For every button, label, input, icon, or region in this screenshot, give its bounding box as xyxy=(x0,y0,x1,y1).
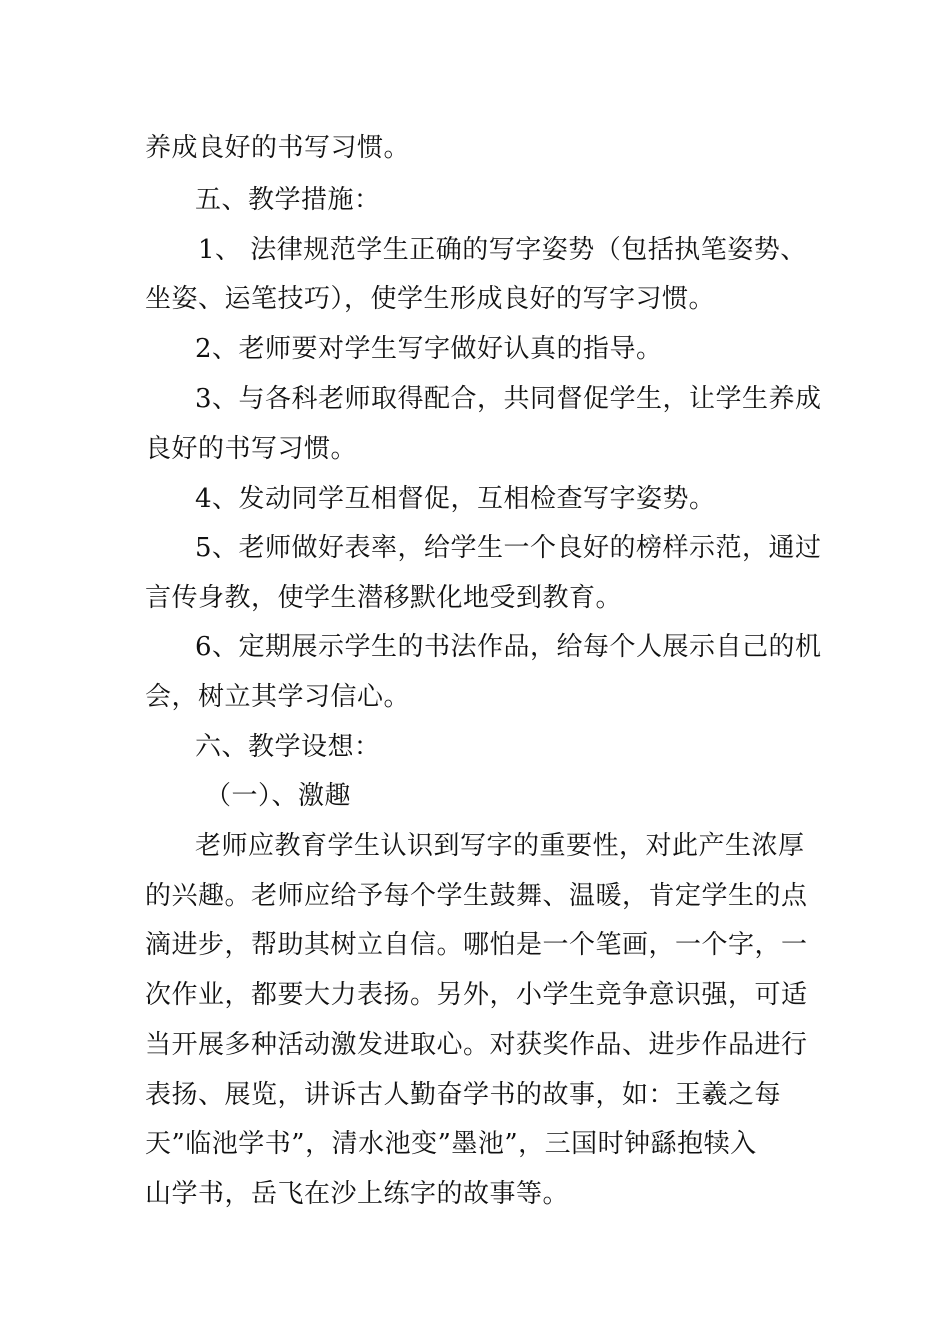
paragraph-line: 坐姿、运笔技巧），使学生形成良好的写字习惯。 xyxy=(145,284,716,314)
paragraph-line: 老师应教育学生认识到写字的重要性，对此产生浓厚 xyxy=(195,831,805,861)
paragraph-line: 天”临池学书”，清水池变”墨池”，三国时钟繇抱犊入 xyxy=(145,1129,757,1159)
paragraph-line: 次作业，都要大力表扬。另外，小学生竞争意识强，可适 xyxy=(145,980,808,1010)
paragraph-line: 滴进步，帮助其树立自信。哪怕是一个笔画，一个字，一 xyxy=(145,930,808,960)
paragraph-line: 良好的书写习惯。 xyxy=(145,434,358,464)
paragraph-line: 养成良好的书写习惯。 xyxy=(145,133,411,163)
subsection-heading: （一）、激趣 xyxy=(205,781,352,811)
paragraph-line: 会，树立其学习信心。 xyxy=(145,682,411,712)
paragraph-line: 山学书，岳飞在沙上练字的故事等。 xyxy=(145,1179,570,1209)
paragraph-line: 表扬、展览，讲诉古人勤奋学书的故事，如：王羲之每 xyxy=(145,1080,782,1110)
list-item-5: 5、老师做好表率，给学生一个良好的榜样示范，通过 xyxy=(195,533,822,563)
section-heading-measures: 五、教学措施： xyxy=(195,185,381,215)
list-item-1: 1、 法律规范学生正确的写字姿势（包括执笔姿势、 xyxy=(198,235,807,265)
paragraph-line: 言传身教，使学生潜移默化地受到教育。 xyxy=(145,583,623,613)
list-item-2: 2、老师要对学生写字做好认真的指导。 xyxy=(195,334,663,364)
section-heading-ideas: 六、教学设想： xyxy=(195,732,381,762)
paragraph-line: 当开展多种活动激发进取心。对获奖作品、进步作品进行 xyxy=(145,1030,808,1060)
paragraph-line: 的兴趣。老师应给予每个学生鼓舞、温暖，肯定学生的点 xyxy=(145,881,808,911)
list-item-3: 3、与各科老师取得配合，共同督促学生，让学生养成 xyxy=(195,384,822,414)
list-item-4: 4、发动同学互相督促，互相检查写字姿势。 xyxy=(195,484,716,514)
list-item-6: 6、定期展示学生的书法作品，给每个人展示自己的机 xyxy=(195,632,822,662)
